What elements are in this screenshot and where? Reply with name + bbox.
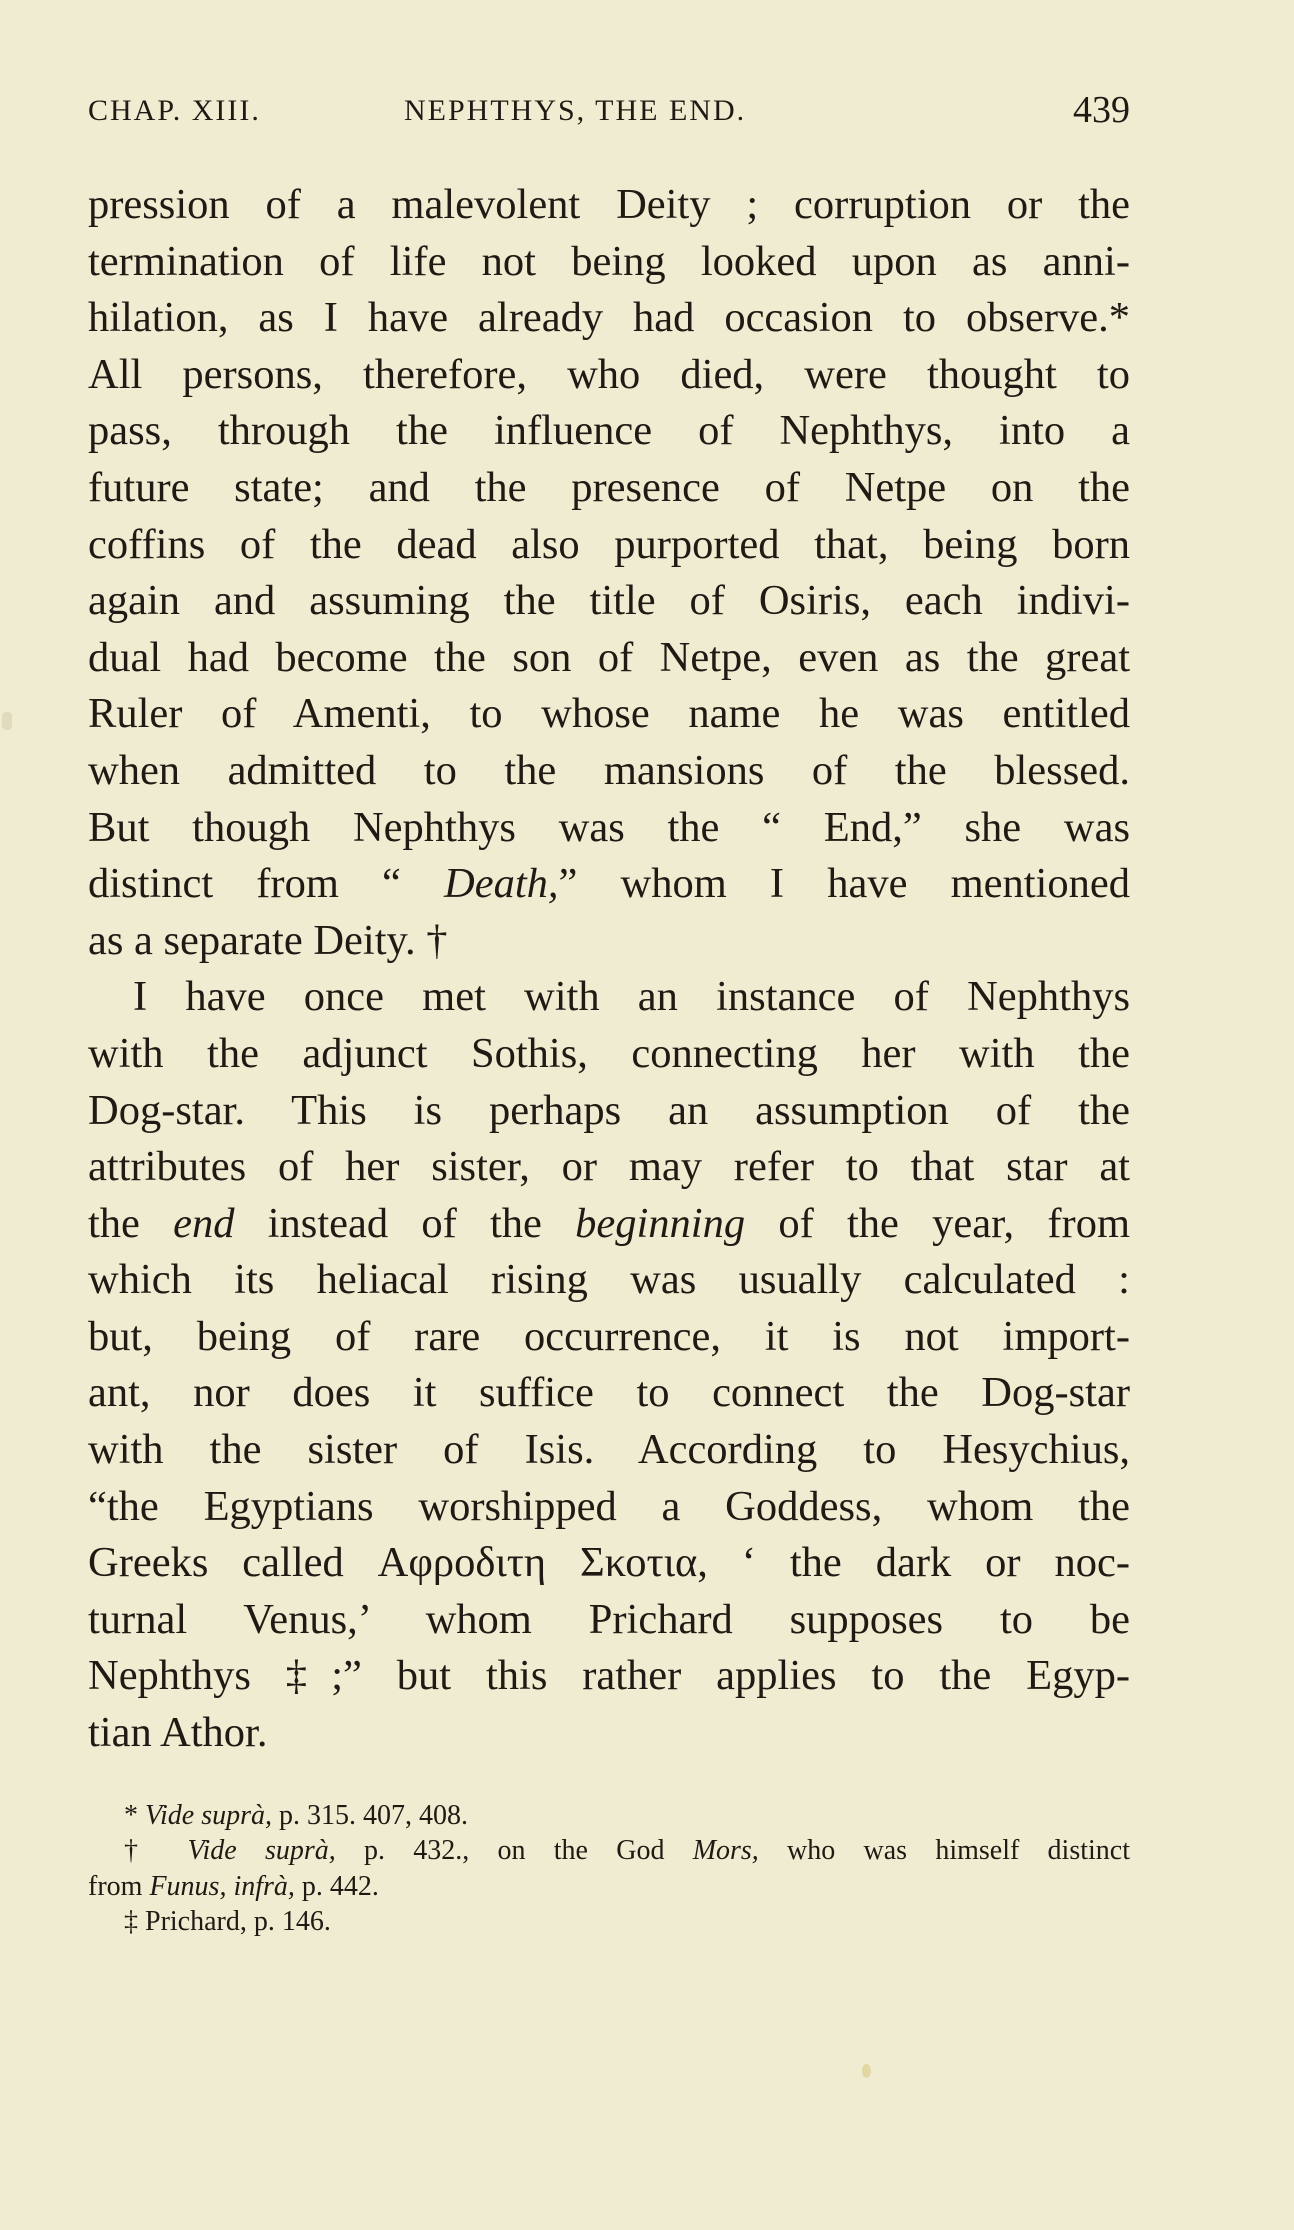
footnote-text: p. 442. (294, 1870, 379, 1902)
text-line: Greeks called Αφροδιτη Σκοτια, ‘ the dark or noc- (88, 1539, 1130, 1587)
paper-speck (862, 2064, 871, 2078)
text-line: Ruler of Amenti, to whose name he was entitled (88, 690, 1130, 738)
page-number: 439 (1073, 89, 1130, 131)
paragraph-start-line: I have once met with an instance of Nephthys (133, 973, 1130, 1021)
text-line (88, 1196, 1130, 1253)
text-fragment: instead of the (234, 1199, 576, 1247)
footnote-italic: Vide suprà, (145, 1800, 273, 1831)
chapter-label: CHAP. XIII. (88, 94, 261, 127)
running-header (88, 88, 1130, 138)
text-line: All persons, therefore, who died, were thought to (88, 350, 1130, 398)
footnote-marker: † (124, 1835, 188, 1867)
text-line: tian Athor. (88, 1709, 268, 1757)
text-line: hilation, as I have already had occasion to observe.* (88, 294, 1130, 342)
text-line: when admitted to the mansions of the blessed. (88, 746, 1130, 794)
running-title: NEPHTHYS, THE END. (404, 94, 747, 127)
text-line: termination of life not being looked upon as anni- (88, 237, 1130, 285)
text-line (88, 856, 1130, 913)
page-blemish (2, 712, 12, 730)
text-line: pass, through the influence of Nephthys, into a (88, 407, 1130, 455)
footnote-text: who was himself distinct (758, 1835, 1130, 1867)
footnote-text: p. 432., on the God (335, 1835, 693, 1867)
text-line: ant, nor does it suffice to connect the Dog-star (88, 1369, 1130, 1417)
text-line: Dog-star. This is perhaps an assumption of the (88, 1086, 1130, 1134)
text-line: which its heliacal rising was usually calculated : (88, 1256, 1130, 1304)
text-line: Nephthys ‡;” but this rather applies to the Egyp- (88, 1652, 1130, 1700)
text-fragment: of the year, from (745, 1199, 1131, 1247)
footnote-1 (88, 1798, 1130, 1833)
footnote-italic: Mors, (692, 1835, 759, 1867)
text-line: “the Egyptians worshipped a Goddess, whom the (88, 1482, 1130, 1530)
footnote-2-continued (88, 1869, 1130, 1904)
text-line: future state; and the presence of Netpe on the (88, 463, 1130, 511)
text-line: turnal Venus,’ whom Prichard supposes to be (88, 1595, 1130, 1643)
text-line: with the adjunct Sothis, connecting her with the (88, 1029, 1130, 1077)
footnote-italic: Vide suprà, (187, 1835, 336, 1867)
footnote-marker: * (124, 1800, 145, 1831)
text-line: attributes of her sister, or may refer to that star at (88, 1143, 1130, 1191)
text-line: with the sister of Isis. According to Hesychius, (88, 1426, 1130, 1474)
text-fragment: ” whom I have mentioned (558, 860, 1130, 908)
text-fragment: distinct from “ (88, 860, 445, 908)
text-line: but, being of rare occurrence, it is not import- (88, 1312, 1130, 1360)
text-line: as a separate Deity. † (88, 916, 448, 964)
italic-word-end: end (173, 1199, 235, 1247)
footnote-3: ‡ Prichard, p. 146. (124, 1906, 331, 1938)
italic-word-death: Death, (444, 860, 559, 908)
footnote-text: from (88, 1870, 150, 1902)
footnote-italic: Funus, infrà, (149, 1870, 295, 1902)
text-line: dual had become the son of Netpe, even as the great (88, 633, 1130, 681)
italic-word-beginning: beginning (575, 1199, 746, 1247)
text-fragment: the (88, 1199, 174, 1247)
text-line: coffins of the dead also purported that, being born (88, 520, 1130, 568)
text-line: pression of a malevolent Deity ; corruption or the (88, 181, 1130, 228)
footnote-text: p. 315. 407, 408. (272, 1800, 469, 1831)
text-line: But though Nephthys was the “ End,” she was (88, 803, 1130, 851)
text-line: again and assuming the title of Osiris, each indivi- (88, 577, 1130, 625)
footnote-2 (88, 1833, 1130, 1868)
footnotes (88, 1798, 1130, 1940)
main-text (88, 177, 1130, 1762)
